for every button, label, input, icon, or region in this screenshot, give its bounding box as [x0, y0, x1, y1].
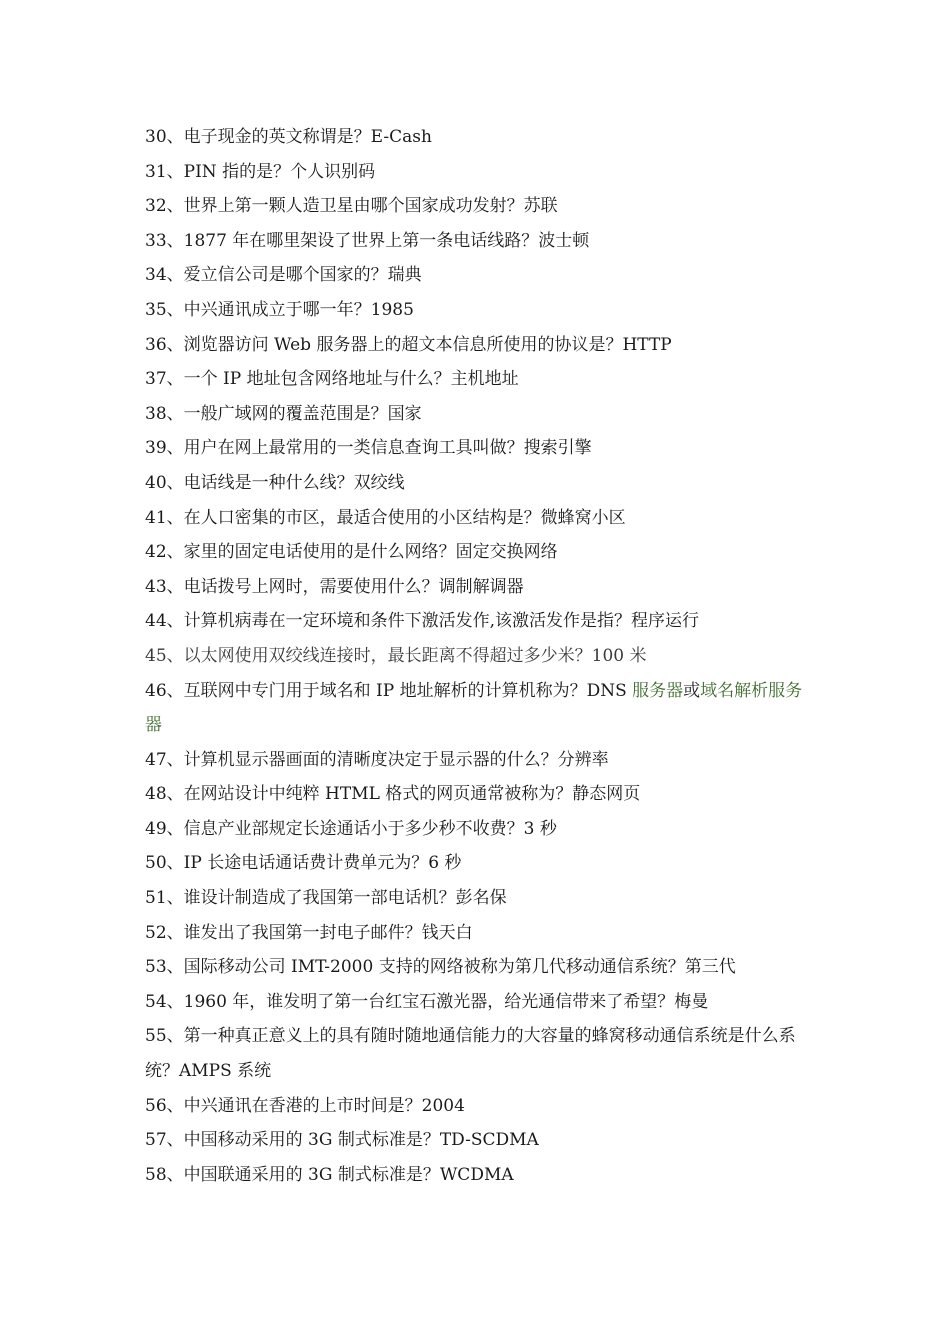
question-52: 52、谁发出了我国第一封电子邮件？钱天白 — [145, 922, 473, 943]
question-46-answer-a: 服务器 — [632, 680, 684, 701]
question-48: 48、在网站设计中纯粹 HTML 格式的网页通常被称为？静态网页 — [145, 784, 641, 805]
question-46-or: 或 — [683, 680, 701, 701]
question-39: 39、用户在网上最常用的一类信息查询工具叫做？搜索引擎 — [145, 438, 592, 459]
question-34: 34、爱立信公司是哪个国家的？瑞典 — [145, 265, 422, 286]
question-33: 33、1877 年在哪里架设了世界上第一条电话线路？波士顿 — [145, 230, 590, 251]
question-47: 47、计算机显示器画面的清晰度决定于显示器的什么？分辨率 — [145, 749, 609, 770]
question-49: 49、信息产业部规定长途通话小于多少秒不收费？3 秒 — [145, 818, 557, 839]
question-35: 35、中兴通讯成立于哪一年？1985 — [145, 299, 414, 320]
question-38: 38、一般广域网的覆盖范围是？国家 — [145, 403, 422, 424]
question-45: 45、以太网使用双绞线连接时，最长距离不得超过多少米？100 米 — [145, 645, 647, 666]
question-44: 44、计算机病毒在一定环境和条件下激活发作,该激活发作是指？程序运行 — [145, 611, 700, 632]
document-page — [145, 120, 805, 1192]
question-46-text: 46、互联网中专门用于域名和 IP 地址解析的计算机称为？DNS — [145, 680, 633, 701]
question-51: 51、谁设计制造成了我国第一部电话机？彭名保 — [145, 888, 507, 909]
question-42: 42、家里的固定电话使用的是什么网络？固定交换网络 — [145, 542, 558, 563]
question-36: 36、浏览器访问 Web 服务器上的超文本信息所使用的协议是？HTTP — [145, 334, 672, 355]
question-46 — [145, 674, 805, 743]
question-40: 40、电话线是一种什么线？双绞线 — [145, 472, 405, 493]
question-32: 32、世界上第一颗人造卫星由哪个国家成功发射？苏联 — [145, 196, 558, 217]
question-30: 30、电子现金的英文称谓是？E-Cash — [145, 127, 432, 147]
question-56: 56、中兴通讯在香港的上市时间是？2004 — [145, 1095, 465, 1116]
question-46-answer-b: 域名解析服务器 — [145, 680, 803, 736]
question-37: 37、一个 IP 地址包含网络地址与什么？主机地址 — [145, 369, 519, 390]
question-43: 43、电话拨号上网时，需要使用什么？调制解调器 — [145, 576, 524, 597]
question-41: 41、在人口密集的市区，最适合使用的小区结构是？微蜂窝小区 — [145, 507, 626, 528]
question-31: 31、PIN 指的是？个人识别码 — [145, 161, 376, 182]
question-55: 55、第一种真正意义上的具有随时随地通信能力的大容量的蜂窝移动通信系统是什么系统？AMPS 系统 — [145, 1026, 796, 1082]
question-53: 53、国际移动公司 IMT-2000 支持的网络被称为第几代移动通信系统？第三代 — [145, 957, 736, 978]
question-50: 50、IP 长途电话通话费计费单元为？6 秒 — [145, 853, 462, 874]
question-58: 58、中国联通采用的 3G 制式标准是？WCDMA — [145, 1164, 514, 1185]
question-57: 57、中国移动采用的 3G 制式标准是？TD-SCDMA — [145, 1130, 539, 1151]
question-54: 54、1960 年，谁发明了第一台红宝石激光器，给光通信带来了希望？梅曼 — [145, 991, 709, 1012]
